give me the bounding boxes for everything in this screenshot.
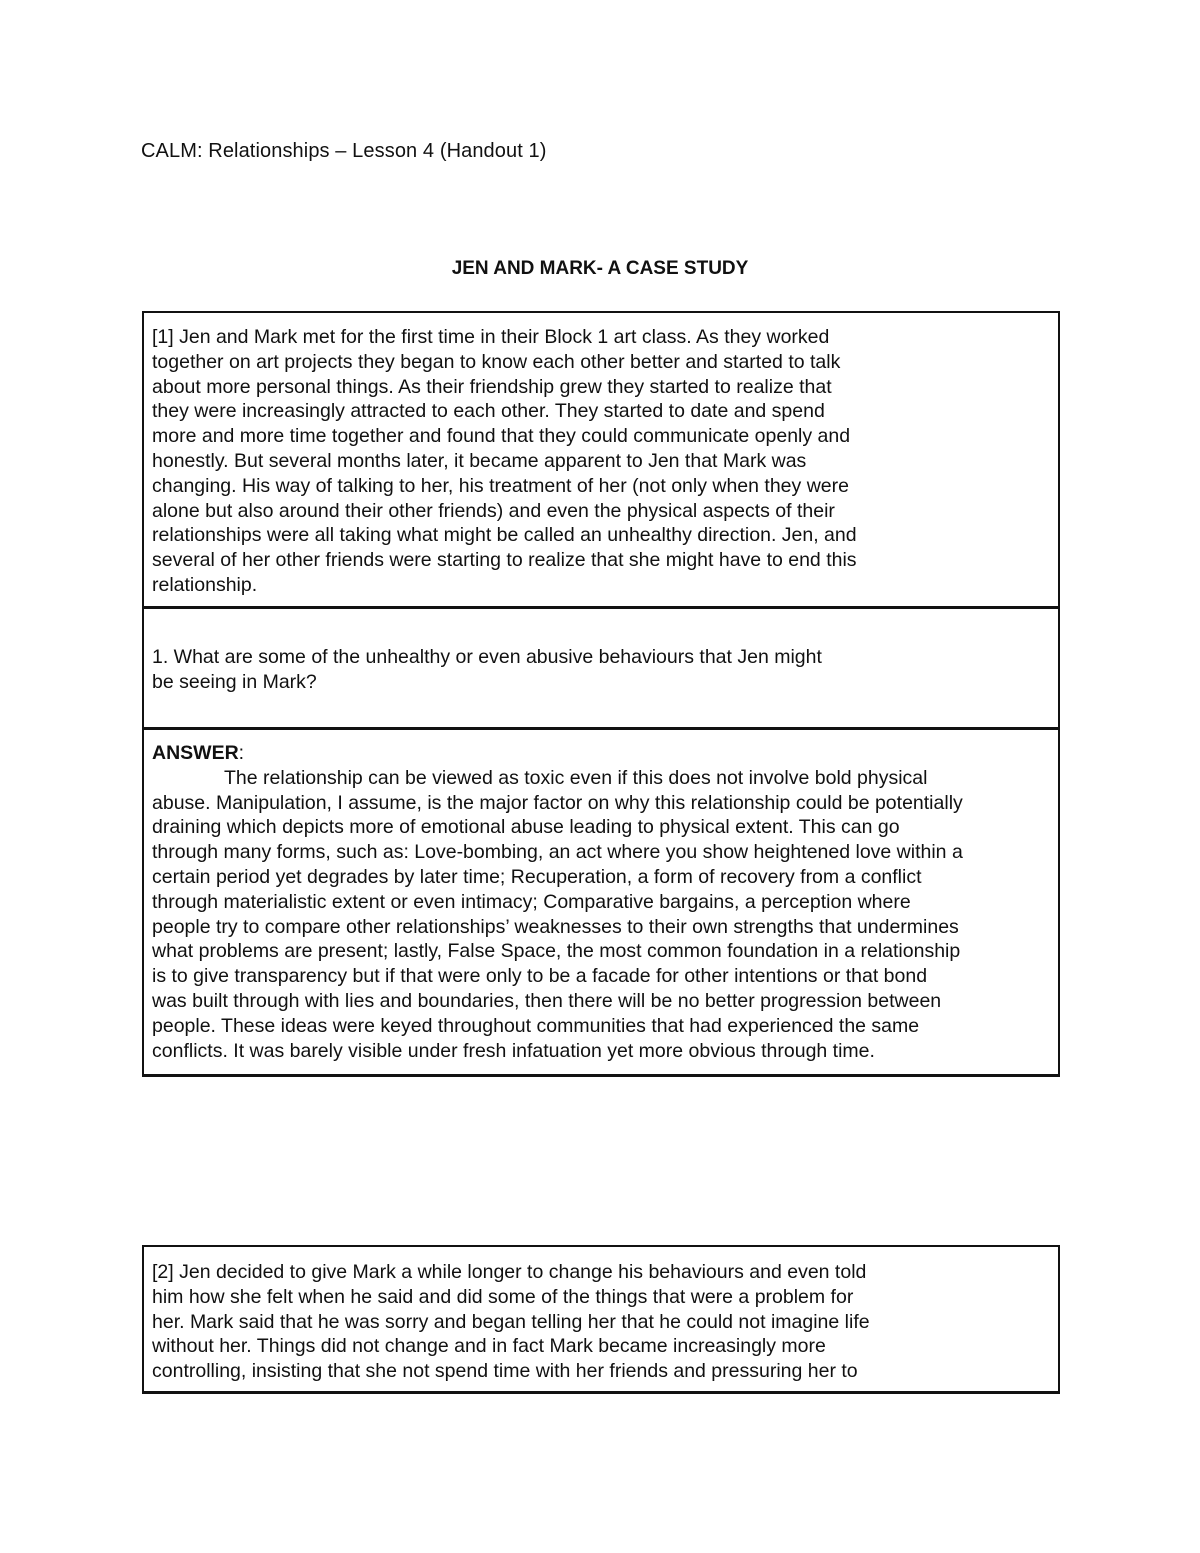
answer-line: draining which depicts more of emotional abuse leading to physical extent. This can go — [152, 816, 900, 839]
answer-colon: : — [238, 742, 245, 764]
passage-1-line: honestly. But several months later, it became apparent to Jen that Mark was — [152, 449, 807, 472]
answer-line: abuse. Manipulation, I assume, is the major factor on why this relationship could be potentially — [152, 791, 963, 814]
passage-1-line: about more personal things. As their friendship grew they started to realize that — [152, 375, 832, 398]
question-1-line: 1. What are some of the unhealthy or even abusive behaviours that Jen might — [152, 646, 822, 668]
passage-2-line: him how she felt when he said and did some of the things that were a problem for — [152, 1285, 854, 1308]
passage-1-line: changing. His way of talking to her, his treatment of her (not only when they were — [152, 474, 849, 497]
passage-1-line: relationship. — [152, 573, 258, 596]
answer-line: certain period yet degrades by later time; Recuperation, a form of recovery from a conflict — [152, 865, 922, 888]
answer-1-cell — [144, 730, 1058, 1077]
passage-2-line: without her. Things did not change and in fact Mark became increasingly more — [152, 1335, 826, 1358]
course-header: CALM: Relationships – Lesson 4 (Handout 1) — [141, 140, 547, 162]
passage-1-line: relationships were all taking what might be called an unhealthy direction. Jen, and — [152, 524, 857, 547]
case-table-section-1 — [142, 311, 1060, 1077]
passage-2-line: her. Mark said that he was sorry and began telling her that he could not imagine life — [152, 1310, 870, 1333]
passage-1-line: [1] Jen and Mark met for the first time in their Block 1 art class. As they worked — [152, 326, 830, 348]
answer-line: was built through with lies and boundaries, then there will be no better progression between — [152, 989, 942, 1012]
answer-line: is to give transparency but if that were only to be a facade for other intentions or that bond — [152, 965, 928, 988]
answer-line: The relationship can be viewed as toxic even if this does not involve bold physical — [224, 766, 928, 789]
answer-label: ANSWER — [152, 742, 239, 764]
question-1-cell — [144, 609, 1058, 730]
case-study-title: JEN AND MARK- A CASE STUDY — [451, 258, 749, 279]
question-1-line: be seeing in Mark? — [152, 670, 317, 693]
passage-1-line: several of her other friends were starting to realize that she might have to end this — [152, 549, 857, 572]
passage-1-line: more and more time together and found that they could communicate openly and — [152, 425, 851, 448]
passage-1-cell — [144, 313, 1058, 609]
answer-line: through many forms, such as: Love-bombing, an act where you show heightened love within a — [152, 841, 963, 864]
answer-line: people try to compare other relationships’ weaknesses to their own strengths that undermines — [152, 915, 959, 938]
case-table-section-2 — [142, 1245, 1060, 1394]
answer-line: people. These ideas were keyed throughout communities that had experienced the same — [152, 1014, 920, 1037]
passage-2-line: [2] Jen decided to give Mark a while longer to change his behaviours and even told — [152, 1261, 867, 1283]
answer-heading — [152, 741, 1050, 766]
passage-1-line: together on art projects they began to know each other better and started to talk — [152, 350, 841, 373]
answer-line: through materialistic extent or even intimacy; Comparative bargains, a perception where — [152, 890, 911, 913]
answer-line: conflicts. It was barely visible under fresh infatuation yet more obvious through time. — [152, 1039, 875, 1062]
passage-2-line: controlling, insisting that she not spend time with her friends and pressuring her to — [152, 1360, 858, 1383]
passage-1-line: alone but also around their other friends) and even the physical aspects of their — [152, 499, 835, 522]
passage-1-line: they were increasingly attracted to each other. They started to date and spend — [152, 400, 825, 423]
passage-2-cell — [144, 1247, 1058, 1394]
answer-line: what problems are present; lastly, False Space, the most common foundation in a relationship — [152, 940, 961, 963]
